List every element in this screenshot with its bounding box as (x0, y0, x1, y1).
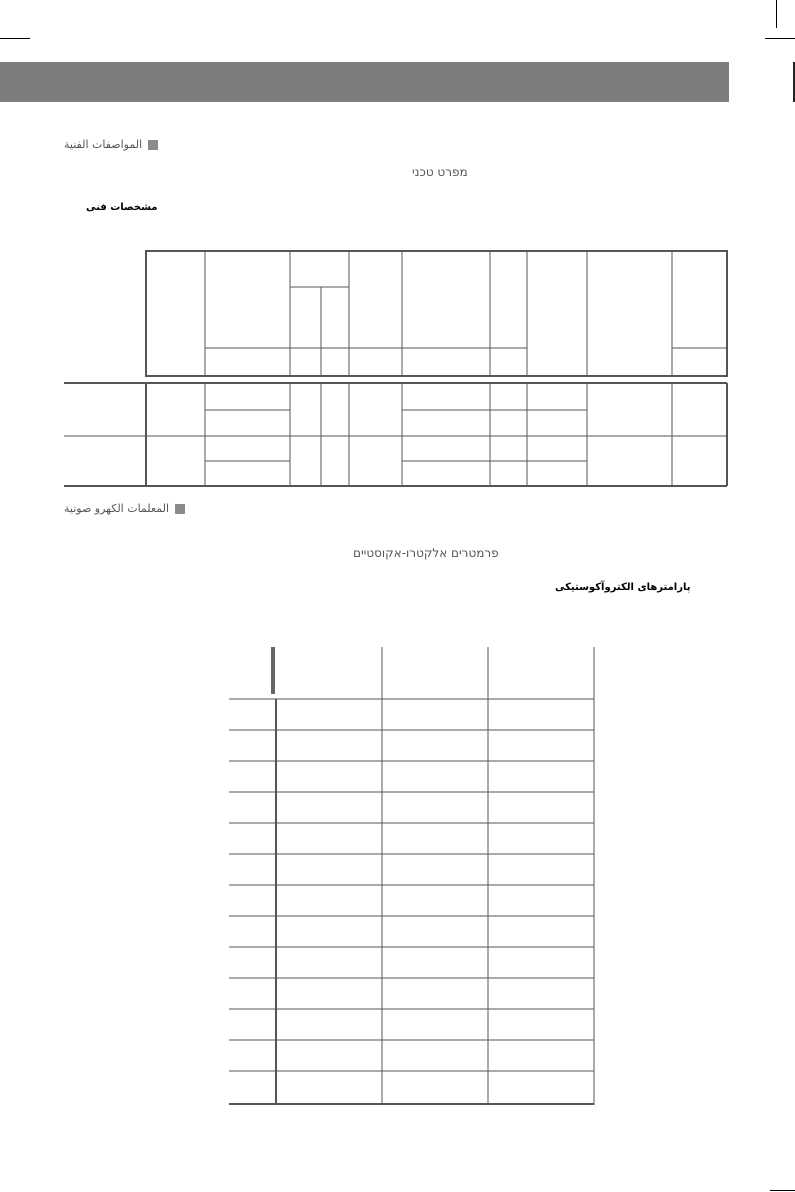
technical-title-ar: المواصفات الفنية (64, 138, 143, 151)
electroacoustic-title-ar: المعلمات الكهرو صوتية (64, 502, 170, 515)
electroacoustic-title-he: פרמטרים אלקטרו-אקוסטיים (353, 546, 499, 560)
technical-title-fa: مشخصات فنی (86, 202, 158, 213)
technical-title-he: מפרט טכני (412, 165, 468, 179)
electroacoustic-title-fa: پارامترهای الکتروآکوستیکی (555, 582, 691, 593)
